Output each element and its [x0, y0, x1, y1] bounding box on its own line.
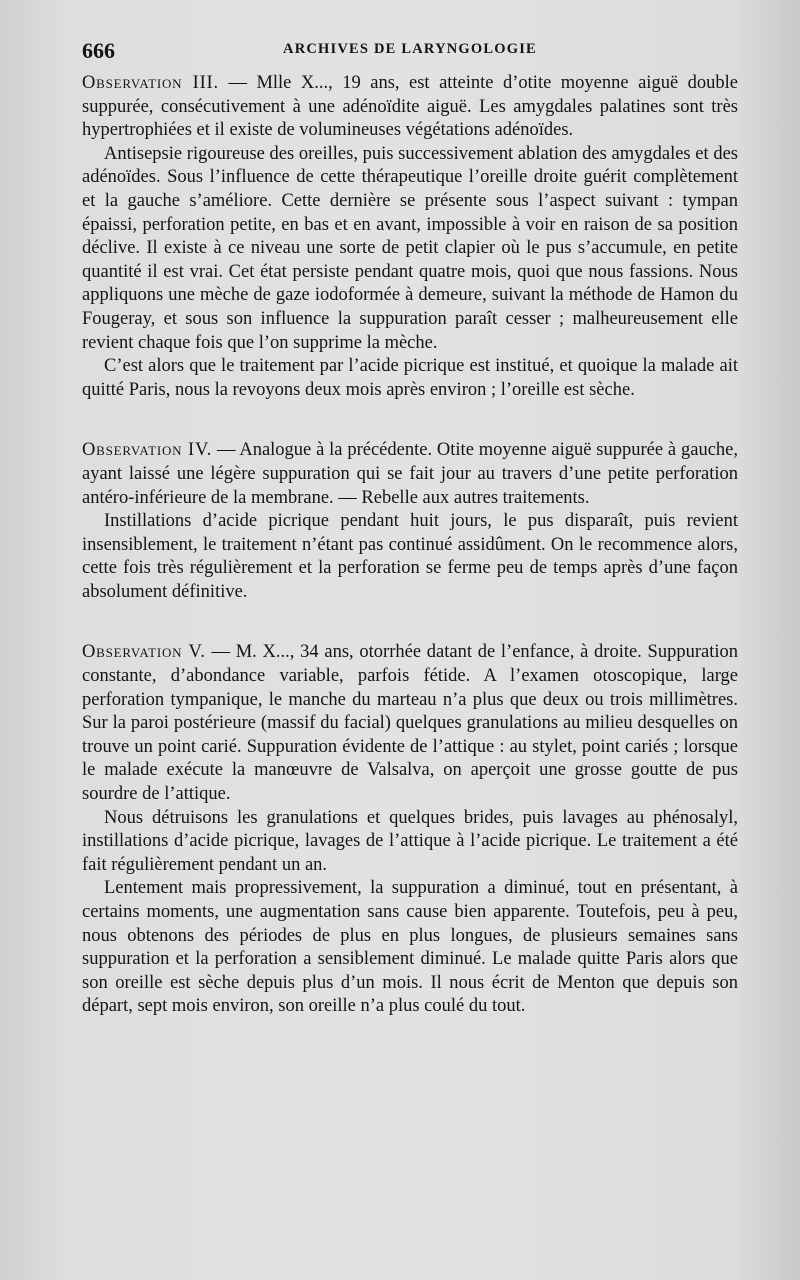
- obs-5-label: Observation V.: [82, 642, 206, 663]
- obs-4-paragraph-2: Instillations d’acide picrique pendant huit jours, le pus disparaît, puis revient insensiblement, le traitement n’étant pas continué assidûment. On le recommence alors, cette fois très régulièrement et la perforation se ferme peu de temps après d’une façon absolument définitive.: [82, 511, 738, 602]
- obs-5-paragraph-2: Nous détruisons les granulations et quelques brides, puis lavages au phénosalyl, instillations d’acide picrique, lavages de l’attique à l’acide picrique. Le traitement a été fait régulièrement pendant un an.: [82, 807, 738, 875]
- running-header: [82, 34, 738, 66]
- obs-4-separator: —: [212, 440, 240, 461]
- obs-4-label: Observation IV.: [82, 440, 213, 461]
- observation-5: [82, 641, 738, 1019]
- obs-5-separator: —: [205, 642, 236, 663]
- obs-5-paragraph-1: [82, 641, 738, 806]
- running-title: ARCHIVES DE LARYNGOLOGIE: [283, 41, 537, 57]
- obs-4-paragraph-1-text: Analogue à la précédente. Otite moyenne aiguë suppurée à gauche, ayant laissé une légère suppuration qui se fait jour au travers d’une petite perforation antéro-inférieure de la membrane. — Rebelle aux autres traitements.: [82, 440, 738, 508]
- obs-3-label: Observation III.: [82, 73, 219, 93]
- observation-4: [82, 439, 738, 604]
- obs-4-paragraph-1: [82, 439, 738, 510]
- obs-3-paragraph-1-text: Mlle X..., 19 ans, est atteinte d’otite moyenne aiguë double suppurée, consécutivement à une adénoïdite aiguë. Les amygdales palatines sont très hypertrophiées et il existe de volumineuses végétations adénoïdes.: [82, 73, 739, 141]
- obs-3-paragraph-2: Antisepsie rigoureuse des oreilles, puis successivement ablation des amygdales et des adénoïdes. Sous l’influence de cette thérapeutique l’oreille droite guérit complètement et la gauche s’améliore. Cette dernière se présente sous l’aspect suivant : tympan épaissi, perforation petite, en bas et en avant, impossible à voir en raison de sa position déclive. Il existe à ce niveau une sorte de petit clapier où le pus s’accumule, en petite quantité il est vrai. Cet état persiste pendant quatre mois, quoi que nous fassions. Nous appliquons une mèche de gaze iodoformée à demeure, suivant la méthode de Hamon du Fougeray, et sous son influence la suppuration paraît cesser ; malheureusement elle revient chaque fois que l’on supprime la mèche.: [82, 143, 738, 353]
- obs-5-paragraph-3: Lentement mais propressivement, la suppuration a diminué, tout en présentant, à certains moments, une augmentation sans cause bien apparente. Toutefois, peu à peu, nous obtenons des périodes de plus en plus longues, de plusieurs semaines sans suppuration et la perforation a sensiblement diminué. Le malade quitte Paris alors que son oreille est sèche depuis plus d’un mois. Il nous écrit de Menton que depuis son départ, sept mois environ, son oreille n’a plus coulé du tout.: [82, 878, 738, 1017]
- obs-3-paragraph-1: [82, 72, 738, 143]
- observation-3: [82, 72, 738, 402]
- obs-3-paragraph-3: C’est alors que le traitement par l’acide picrique est institué, et quoique la malade ait quitté Paris, nous la revoyons deux mois après environ ; l’oreille est sèche.: [82, 356, 738, 400]
- obs-3-separator: —: [218, 73, 257, 93]
- page-number: 666: [82, 38, 115, 63]
- obs-5-paragraph-1-text: M. X..., 34 ans, otorrhée datant de l’enfance, à droite. Suppuration constante, d’abondance variable, parfois fétide. A l’examen otoscopique, large perforation tympanique, le manche du marteau n’a plus que deux ou trois millimètres. Sur la paroi postérieure (massif du facial) quelques granulations au milieu desquelles on trouve un point carié. Suppuration évidente de l’attique : au stylet, point cariés ; lorsque le malade exécute la manœuvre de Valsalva, on aperçoit une grosse goutte de pus sourdre de l’attique.: [82, 642, 738, 805]
